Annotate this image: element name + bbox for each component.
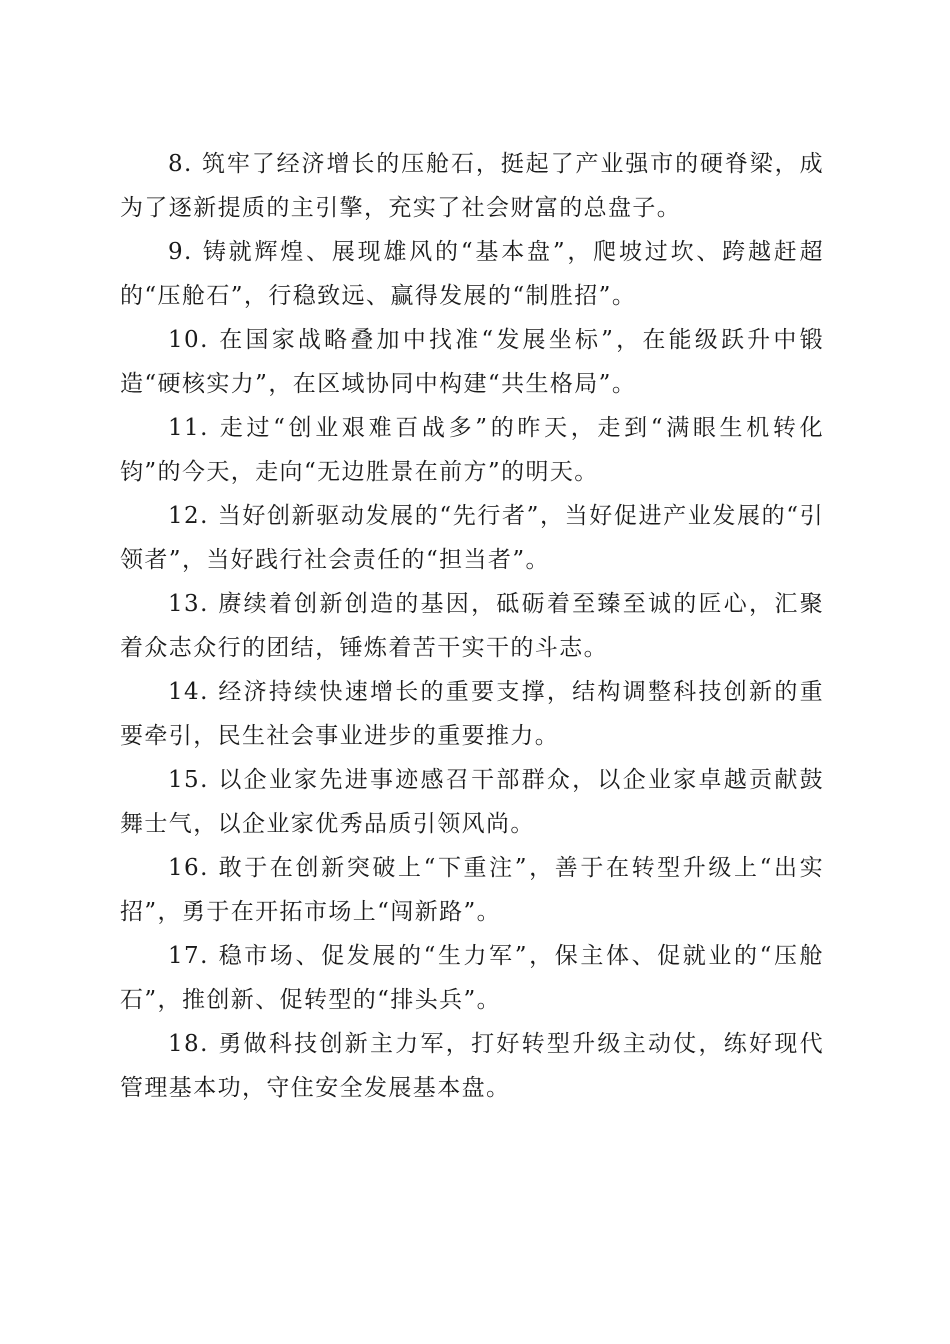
paragraph-14: 14. 经济持续快速增长的重要支撑，结构调整科技创新的重要牵引，民生社会事业进步的重要推力。 (120, 679, 824, 749)
paragraph-8: 8. 筑牢了经济增长的压舱石，挺起了产业强市的硬脊梁，成为了逐新提质的主引擎，充实了社会财富的总盘子。 (120, 151, 824, 221)
paragraph-18: 18. 勇做科技创新主力军，打好转型升级主动仗，练好现代管理基本功，守住安全发展基本盘。 (120, 1031, 824, 1101)
paragraph-15: 15. 以企业家先进事迹感召干部群众，以企业家卓越贡献鼓舞士气，以企业家优秀品质引领风尚。 (120, 767, 824, 837)
document-body (120, 142, 824, 1110)
paragraph-13: 13. 赓续着创新创造的基因，砥砺着至臻至诚的匠心，汇聚着众志众行的团结，锤炼着苦干实干的斗志。 (120, 591, 824, 661)
paragraph-17: 17. 稳市场、促发展的“生力军”，保主体、促就业的“压舱石”，推创新、促转型的“排头兵”。 (120, 943, 824, 1013)
paragraph-16: 16. 敢于在创新突破上“下重注”，善于在转型升级上“出实招”，勇于在开拓市场上“闯新路”。 (120, 855, 824, 925)
paragraph-12: 12. 当好创新驱动发展的“先行者”，当好促进产业发展的“引领者”，当好践行社会责任的“担当者”。 (120, 503, 824, 573)
paragraph-11: 11. 走过“创业艰难百战多”的昨天，走到“满眼生机转化钧”的今天，走向“无边胜景在前方”的明天。 (120, 415, 824, 485)
paragraph-10: 10. 在国家战略叠加中找准“发展坐标”，在能级跃升中锻造“硬核实力”，在区域协同中构建“共生格局”。 (120, 327, 824, 397)
paragraph-9: 9. 铸就辉煌、展现雄风的“基本盘”，爬坡过坎、跨越赶超的“压舱石”，行稳致远、赢得发展的“制胜招”。 (120, 239, 824, 309)
